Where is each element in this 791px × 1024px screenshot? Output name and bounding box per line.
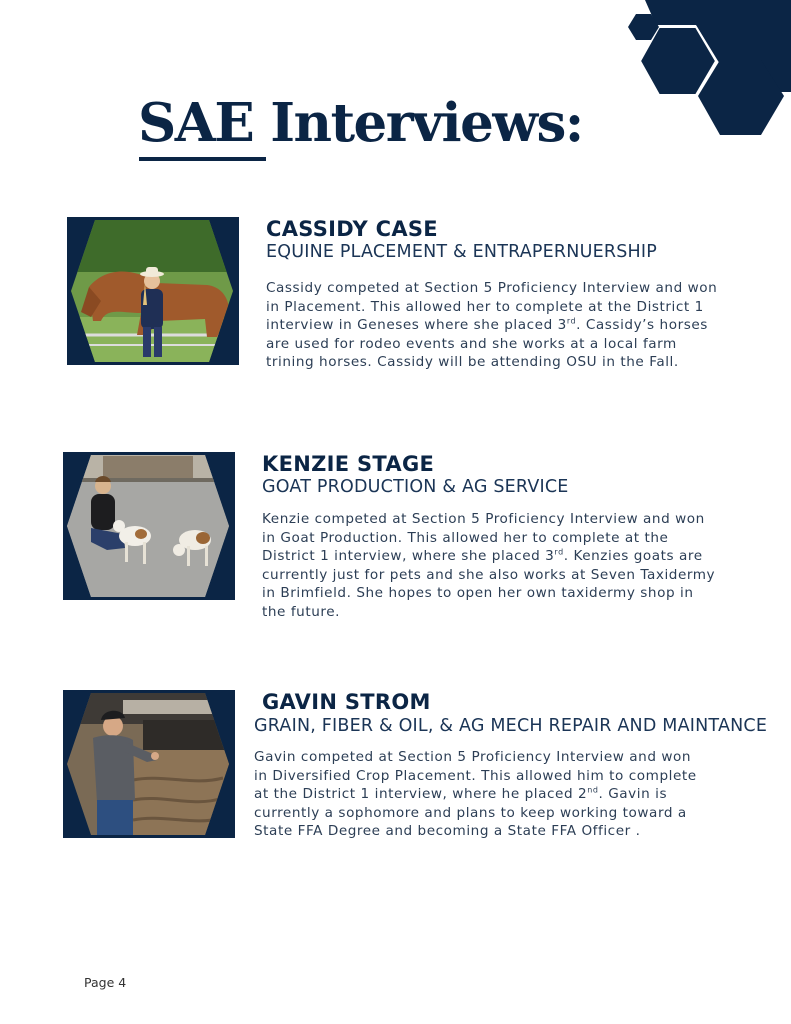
bio-line: in Goat Production. This allowed her to complete at the — [262, 529, 669, 546]
ordinal-suffix: nd — [587, 785, 599, 795]
boy-repairing-machinery-photo — [63, 690, 235, 838]
bio-line: in Placement. This allowed her to complete at the District 1 — [266, 298, 704, 315]
girl-with-goats-photo — [63, 452, 235, 600]
bio-line: currently a sophomore and plans to keep working toward a — [254, 804, 687, 821]
bio-line: are used for rodeo events and she works at a local farm — [266, 335, 677, 352]
bio-line: in Diversified Crop Placement. This allowed him to complete — [254, 767, 697, 784]
profile-name: KENZIE STAGE — [262, 452, 435, 476]
bio-line: Gavin competed at Section 5 Proficiency Interview and won — [254, 749, 692, 765]
bio-line: Kenzie competed at Section 5 Proficiency Interview and won — [262, 511, 705, 527]
profile-subtitle: GRAIN, FIBER & OIL, & AG MECH REPAIR AND MAINTANCE — [254, 716, 768, 736]
bio-line: Cassidy competed at Section 5 Proficiency Interview and won — [266, 280, 718, 296]
page-number: Page 4 — [84, 975, 127, 990]
profile-subtitle: GOAT PRODUCTION & AG SERVICE — [262, 477, 569, 497]
ordinal-suffix: rd — [566, 316, 577, 326]
title-underline — [139, 157, 266, 161]
girl-with-horse-photo — [67, 217, 239, 365]
bio-line: in Brimfield. She hopes to open her own taxidermy shop in — [262, 585, 694, 601]
bio-line: the future. — [262, 603, 341, 620]
bio-line: currently just for pets and she also works at Seven Taxidermy — [262, 566, 716, 583]
profile-bio — [262, 510, 715, 621]
profile-name: GAVIN STROM — [262, 690, 431, 714]
page-title: SAE Interviews: — [138, 92, 583, 154]
bio-line: interview in Geneses where she placed 3rd. Cassidy’s horses — [266, 316, 708, 333]
profile-photo-frame — [63, 690, 235, 838]
bio-line: trining horses. Cassidy will be attending OSU in the Fall. — [266, 354, 679, 370]
profile-subtitle: EQUINE PLACEMENT & ENTRAPERNUERSHIP — [266, 242, 657, 262]
bio-line: at the District 1 interview, where he placed 2nd. Gavin is — [254, 785, 668, 802]
bio-line: State FFA Degree and becoming a State FFA Officer . — [254, 823, 641, 839]
profile-photo-frame — [67, 217, 239, 365]
bio-line: District 1 interview, where she placed 3rd. Kenzies goats are — [262, 547, 703, 564]
profile-name: CASSIDY CASE — [266, 217, 438, 241]
profile-photo-frame — [63, 452, 235, 600]
profile-bio — [266, 279, 717, 372]
ordinal-suffix: rd — [554, 547, 564, 557]
profile-bio — [254, 748, 697, 841]
